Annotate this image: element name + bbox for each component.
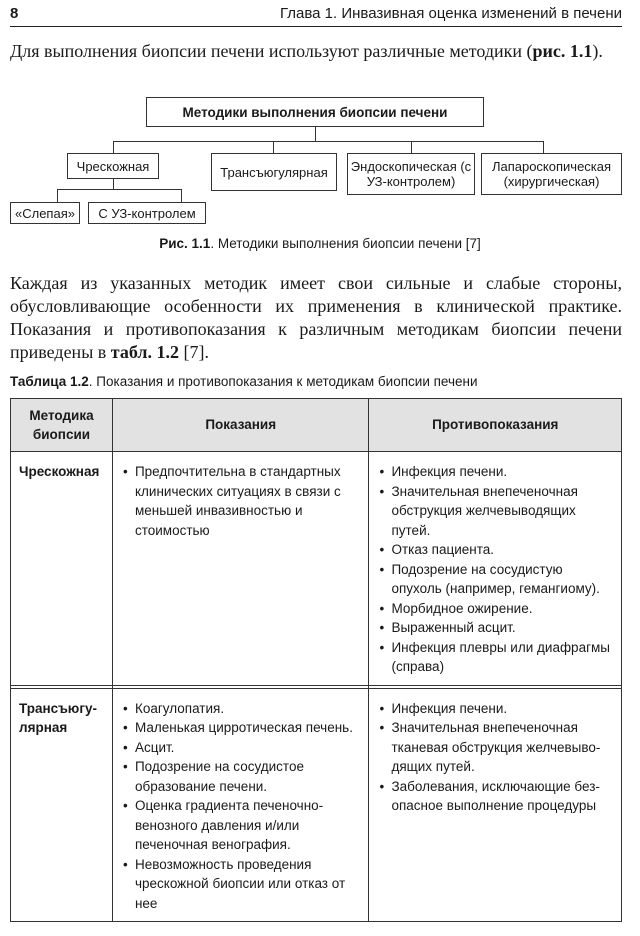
chapter-title: Глава 1. Инвазивная оценка изменений в печени [279, 5, 622, 22]
list-item: • Инфекция печени. [379, 462, 615, 482]
list-item: • Инфекция печени. [379, 699, 615, 719]
diagram-connector [113, 179, 114, 189]
list-item: • Значительная внепеченочная тканевая обструкция желчевыводящих путей. [379, 718, 615, 777]
list-item: • Выраженный асцит. [379, 618, 615, 638]
diagram-box-us-guided: С УЗ-контролем [88, 202, 206, 224]
method-cell: Трансъюгулярная [11, 688, 113, 922]
list-item: • Подозрение на сосудистое образование печени. [123, 757, 363, 796]
list-item: • Маленькая цирротическая печень. [123, 718, 363, 738]
indications-cell [112, 452, 369, 686]
diagram-connector [113, 141, 543, 142]
list-item: • Предпочтительна в стандартных клинических ситуациях в связи с меньшей инвазивностью и стоимостью [123, 462, 363, 540]
table-ref[interactable]: табл. 1.2 [110, 342, 180, 362]
indications-table [10, 398, 622, 922]
diagram-box-percutaneous: Чрескожная [67, 153, 159, 179]
list-item: • Асцит. [123, 738, 363, 758]
diagram-connector [315, 127, 316, 141]
diagram-connector [273, 141, 274, 153]
methods-diagram [0, 0, 640, 260]
indications-cell [112, 688, 369, 922]
list-item: • Значительная внепеченочная обструкция желчевыводящих путей. [379, 482, 615, 541]
table-header-row [11, 399, 622, 452]
page-number: 8 [10, 5, 19, 22]
diagram-connector [543, 141, 544, 153]
header-method: Методика биопсии [11, 399, 113, 452]
header-indications: Показания [112, 399, 369, 452]
diagram-box-endoscopic: Эндоскопическая (с УЗ-контролем) [347, 153, 475, 195]
list-item: • Морбидное ожирение. [379, 599, 615, 619]
diagram-box-transjugular: Трансъюгулярная [211, 153, 337, 191]
diagram-box-blind: «Слепая» [10, 202, 80, 224]
body-paragraph: Каждая из указанных методик имеет свои сильные и слабые стороны, обусловливающие особенности их применения в клинической практике. Показания и противопоказания к различным методикам биопсии печени приведены в табл. 1.2 [7]. [10, 273, 622, 362]
diagram-connector [411, 141, 412, 153]
contraindications-cell [369, 688, 622, 922]
intro-paragraph: Для выполнения биопсии печени используют различные методики (рис. 1.1). [10, 41, 603, 61]
header-contraindications: Противопоказания [369, 399, 622, 452]
diagram-root-box: Методики выполнения биопсии печени [146, 97, 484, 127]
table-row [11, 688, 622, 922]
diagram-connector [57, 189, 58, 202]
contraindications-cell [369, 452, 622, 686]
table-row [11, 452, 622, 686]
list-item: • Отказ пациента. [379, 540, 615, 560]
list-item: • Инфекция плевры или диафрагмы (справа) [379, 638, 615, 677]
table-caption: Таблица 1.2. Показания и противопоказания к методикам биопсии печени [10, 374, 478, 389]
diagram-connector [113, 141, 114, 153]
figure-caption: Рис. 1.1. Методики выполнения биопсии печени [7] [159, 236, 481, 251]
list-item: • Оценка градиента печеночно-венозного давления и/или печеночная венография. [123, 796, 363, 855]
diagram-connector [57, 189, 181, 190]
list-item: • Заболевания, исключающие безопасное выполнение процедуры [379, 777, 615, 816]
method-cell: Чрескожная [11, 452, 113, 686]
diagram-box-laparoscopic: Лапароскопическая (хирургическая) [481, 153, 622, 195]
figure-ref[interactable]: рис. 1.1 [532, 41, 593, 61]
list-item: • Подозрение на сосудистую опухоль (например, гемангиому). [379, 560, 615, 599]
list-item: • Коагулопатия. [123, 699, 363, 719]
list-item: • Невозможность проведения чрескожной биопсии или отказ от нее [123, 855, 363, 914]
diagram-connector [181, 189, 182, 202]
